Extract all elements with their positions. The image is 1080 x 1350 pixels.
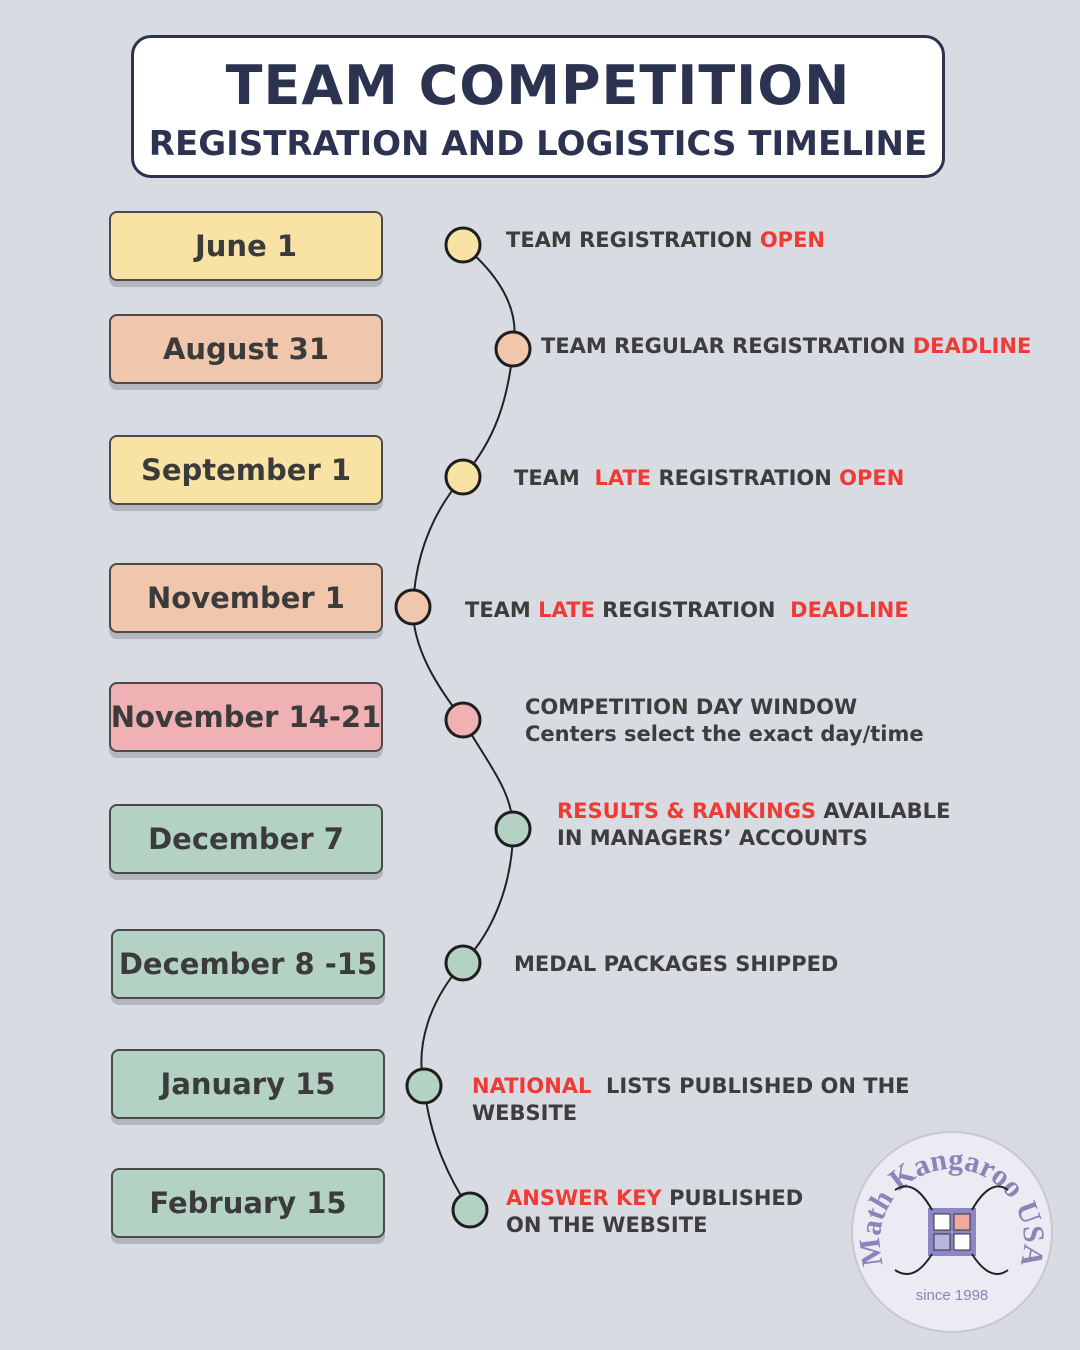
date-box-february-15 xyxy=(111,1168,385,1238)
timeline-dot xyxy=(453,1193,487,1227)
logo-brand-text: Math Kangaroo USA xyxy=(852,1142,1051,1270)
page-title: TEAM COMPETITION xyxy=(225,54,851,117)
event-line1 xyxy=(514,465,904,492)
event-line1 xyxy=(525,694,924,721)
event-segment: PUBLISHED xyxy=(661,1186,804,1210)
event-text xyxy=(557,798,950,852)
date-box-june-1 xyxy=(109,211,383,281)
timeline-dot xyxy=(496,332,530,366)
date-label: February 15 xyxy=(149,1186,347,1220)
date-label: September 1 xyxy=(140,453,352,487)
date-label: December 7 xyxy=(148,822,344,856)
date-box-august-31 xyxy=(109,314,383,384)
event-segment: TEAM xyxy=(465,598,539,622)
timeline-dot xyxy=(496,812,530,846)
event-highlight: LATE xyxy=(594,466,652,490)
date-box-november-1 xyxy=(109,563,383,633)
event-highlight: LATE xyxy=(538,598,595,622)
timeline-dot xyxy=(446,946,480,980)
event-line2 xyxy=(506,1212,803,1239)
date-box-december-8-15 xyxy=(111,929,385,999)
date-label: November 1 xyxy=(147,581,345,615)
event-highlight: NATIONAL xyxy=(472,1074,592,1098)
event-text xyxy=(541,333,1031,360)
event-line1 xyxy=(506,227,825,254)
event-segment: TEAM REGULAR REGISTRATION xyxy=(541,334,913,358)
event-segment: TEAM xyxy=(514,466,595,490)
event-highlight: ANSWER KEY xyxy=(506,1186,662,1210)
logo-since-text: since 1998 xyxy=(915,1287,989,1304)
event-line1 xyxy=(506,1185,803,1212)
event-line1 xyxy=(465,597,909,624)
date-box-december-7 xyxy=(109,804,383,874)
timeline-dot xyxy=(407,1069,441,1103)
event-segment: WEBSITE xyxy=(472,1101,578,1125)
event-segment: COMPETITION DAY WINDOW xyxy=(525,695,858,719)
date-box-november-14-21 xyxy=(109,682,383,752)
event-text xyxy=(472,1073,910,1127)
event-text xyxy=(465,597,909,624)
event-text xyxy=(525,694,924,748)
event-segment: TEAM REGISTRATION xyxy=(506,228,760,252)
event-highlight: OPEN xyxy=(839,466,905,490)
event-text xyxy=(506,1185,803,1239)
math-kangaroo-logo xyxy=(850,1130,1054,1334)
event-segment: LISTS PUBLISHED ON THE xyxy=(591,1074,910,1098)
timeline-dot xyxy=(446,460,480,494)
event-highlight: OPEN xyxy=(759,228,825,252)
event-line1 xyxy=(472,1073,910,1100)
timeline-dot xyxy=(396,590,430,624)
date-label: November 14-21 xyxy=(110,700,382,734)
event-line2 xyxy=(472,1100,910,1127)
event-segment: IN MANAGERS’ ACCOUNTS xyxy=(557,826,868,850)
event-highlight: RESULTS & RANKINGS xyxy=(557,799,817,823)
date-label: June 1 xyxy=(194,229,298,263)
event-segment: AVAILABLE xyxy=(816,799,951,823)
date-label: August 31 xyxy=(162,332,330,366)
event-text xyxy=(514,951,838,978)
event-line1 xyxy=(541,333,1031,360)
date-box-september-1 xyxy=(109,435,383,505)
event-segment: REGISTRATION xyxy=(594,598,791,622)
event-line2 xyxy=(557,825,950,852)
event-segment: MEDAL PACKAGES SHIPPED xyxy=(514,952,839,976)
page-subtitle: REGISTRATION AND LOGISTICS TIMELINE xyxy=(148,124,928,164)
event-line2 xyxy=(525,721,924,748)
date-label: January 15 xyxy=(160,1067,336,1101)
event-segment: Centers select the exact day/time xyxy=(525,722,924,746)
date-box-january-15 xyxy=(111,1049,385,1119)
event-highlight: DEADLINE xyxy=(790,598,909,622)
event-text xyxy=(514,465,904,492)
event-highlight: DEADLINE xyxy=(912,334,1032,358)
event-line1 xyxy=(557,798,950,825)
event-segment: ON THE WEBSITE xyxy=(506,1213,708,1237)
timeline-dot xyxy=(446,703,480,737)
date-label: December 8 -15 xyxy=(118,947,378,981)
event-segment: REGISTRATION xyxy=(651,466,840,490)
event-line1 xyxy=(514,951,838,978)
event-text xyxy=(506,227,825,254)
timeline-dot xyxy=(446,228,480,262)
